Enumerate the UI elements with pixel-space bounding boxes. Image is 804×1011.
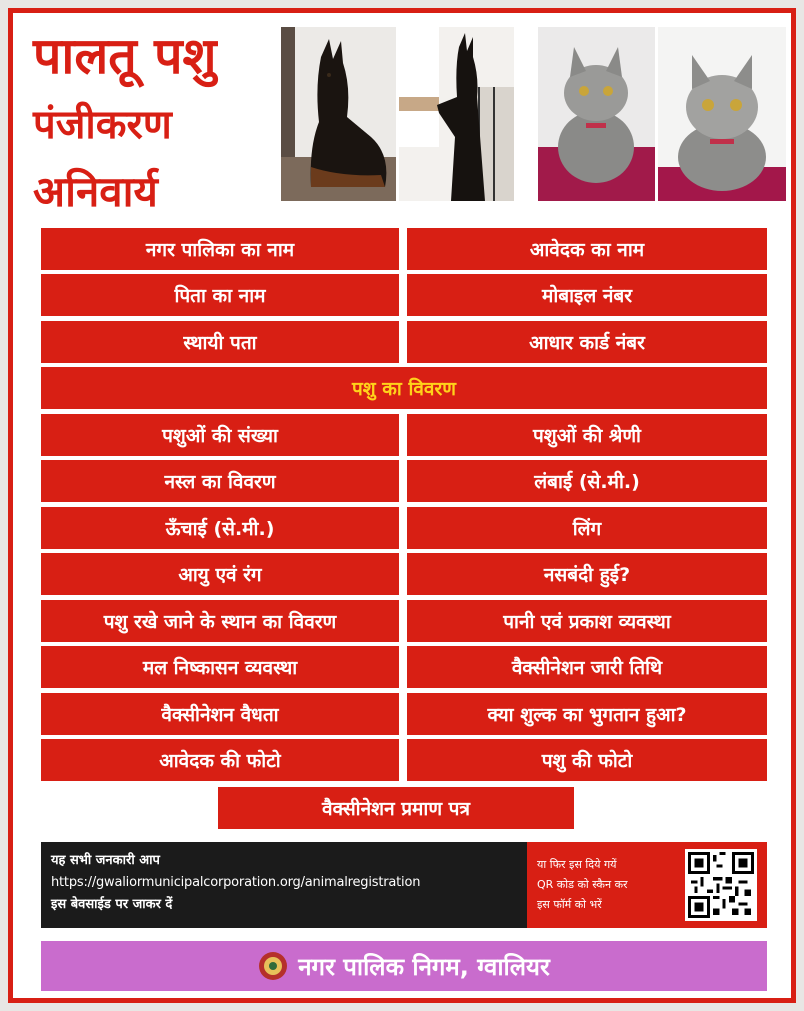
doberman-standing-photo (399, 27, 514, 201)
qr-code-icon[interactable] (685, 849, 757, 921)
registration-poster (8, 8, 796, 1003)
website-info (41, 842, 527, 928)
grey-cat-closeup-photo (658, 27, 786, 201)
grey-cat-photo (538, 27, 655, 201)
info-line-1: यह सभी जनकारी आप (51, 853, 160, 868)
qr-line-2: QR कोड को स्कैन कर (537, 878, 628, 891)
field-height: ऊँचाई (से.मी.) (41, 507, 399, 549)
field-father-name: पिता का नाम (41, 274, 399, 316)
field-length: लंबाई (से.मी.) (407, 460, 767, 502)
field-mobile-number: मोबाइल नंबर (407, 274, 767, 316)
field-applicant-name: आवेदक का नाम (407, 228, 767, 270)
field-animal-category: पशुओं की श्रेणी (407, 414, 767, 456)
field-municipality-name: नगर पालिका का नाम (41, 228, 399, 270)
animal-details-heading: पशु का विवरण (41, 367, 767, 409)
field-sterilized: नसबंदी हुई? (407, 553, 767, 595)
qr-instructions (537, 855, 677, 915)
organization-name: नगर पालिक निगम, ग्वालियर (298, 952, 550, 981)
doberman-sitting-photo (281, 27, 396, 201)
title-line-2: पंजीकरण (33, 102, 172, 148)
field-permanent-address: स्थायी पता (41, 321, 399, 363)
field-aadhaar-number: आधार कार्ड नंबर (407, 321, 767, 363)
field-waste-disposal: मल निष्कासन व्यवस्था (41, 646, 399, 688)
field-vaccination-validity: वैक्सीनेशन वैधता (41, 693, 399, 735)
qr-line-3: इस फॉर्म को भरें (537, 898, 602, 911)
qr-info (527, 842, 767, 928)
field-applicant-photo: आवेदक की फोटो (41, 739, 399, 781)
title-line-3: अनिवार्य (33, 167, 158, 216)
field-fee-paid: क्या शुल्क का भुगतान हुआ? (407, 693, 767, 735)
municipal-emblem-icon (258, 951, 288, 981)
field-gender: लिंग (407, 507, 767, 549)
field-animal-count: पशुओं की संख्या (41, 414, 399, 456)
field-housing-details: पशु रखे जाने के स्थान का विवरण (41, 600, 399, 642)
field-vaccination-certificate: वैक्सीनेशन प्रमाण पत्र (218, 787, 574, 829)
field-water-light: पानी एवं प्रकाश व्यवस्था (407, 600, 767, 642)
info-bar (41, 842, 767, 928)
footer-banner (41, 941, 767, 991)
field-animal-photo: पशु की फोटो (407, 739, 767, 781)
registration-url-link[interactable]: https://gwaliormunicipalcorporation.org/animalregistration (51, 875, 421, 890)
title-line-1: पालतू पशु (33, 27, 217, 85)
field-age-color: आयु एवं रंग (41, 553, 399, 595)
field-breed: नस्ल का विवरण (41, 460, 399, 502)
qr-line-1: या फिर इस दिये गयें (537, 858, 617, 871)
info-line-3: इस बेवसाईड पर जाकर दें (51, 897, 173, 912)
field-vaccination-date: वैक्सीनेशन जारी तिथि (407, 646, 767, 688)
